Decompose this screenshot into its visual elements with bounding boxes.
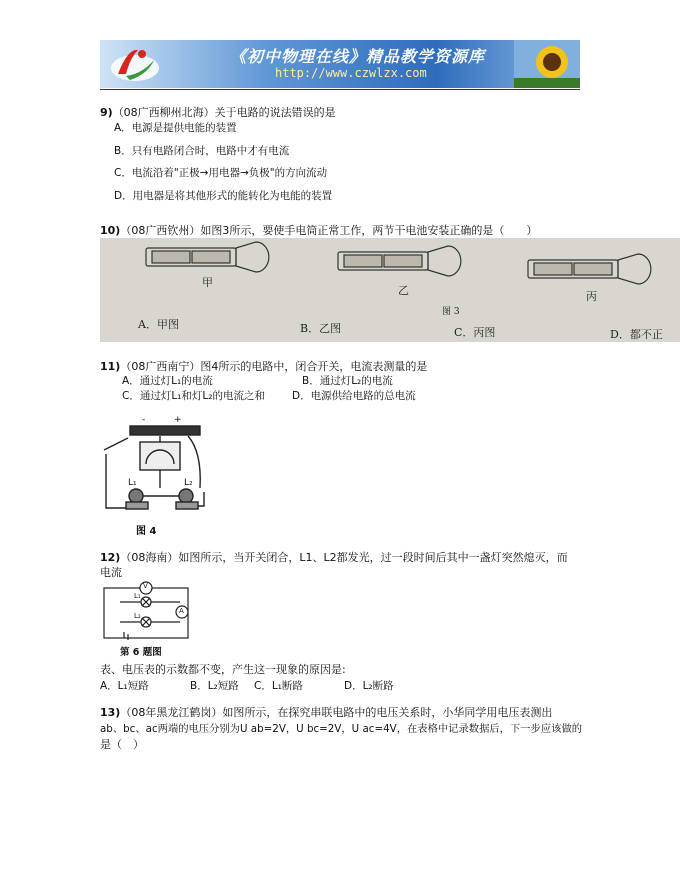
question-11-stem [100,358,427,374]
banner-divider [100,89,580,90]
question-12-option-c: C．L₁断路 [254,680,303,692]
figure-3-caption: 图 3 [442,307,460,317]
question-11-number: 11) [100,360,121,373]
question-11-text: （08广西南宁）图4所示的电路中，闭合开关，电流表测量的是 [120,360,428,373]
site-banner [100,40,580,88]
question-10-number: 10) [100,224,121,237]
question-9-text: （08广西柳州北海）关于电路的说法错误的是 [112,106,336,119]
question-9-option-c: C．电流沿着"正极→用电器→负极"的方向流动 [114,167,328,179]
question-13-number: 13) [100,706,121,719]
circuit-figure-4 [100,412,212,538]
banner-title: 《初中物理在线》精品教学资源库 [230,47,486,66]
circuit-4-l2-label: L₂ [184,478,193,488]
question-12-stem-line3: 表、电压表的示数都不变，产生这一现象的原因是: [100,663,346,676]
question-10-option-c: C．丙图 [454,326,496,339]
question-12-option-b: B．L₂短路 [190,680,239,692]
question-10-stem [100,222,537,238]
question-11-option-a: A．通过灯L₁的电流 [122,375,213,387]
circuit-4-minus-label: - [142,415,146,425]
question-10-option-d: D．都不正 [610,328,663,341]
circuit-6-l2-label: L₂ [134,612,141,620]
site-logo-icon [108,44,162,84]
question-9-option-b: B．只有电路闭合时，电路中才有电流 [114,145,290,157]
circuit-4-plus-label: + [174,415,182,425]
question-11-option-c: C．通过灯L₁和灯L₂的电流之和 [122,390,265,402]
question-9-option-d: D．用电器是将其他形式的能转化为电能的装置 [114,190,333,202]
figure-label-bing: 丙 [586,290,597,303]
question-9-stem [100,104,336,120]
banner-url: http://www.czwlzx.com [275,66,427,80]
question-13-stem-line2: ab、bc、ac两端的电压分别为U ab=2V，U bc=2V，U ac=4V，在表格中记录数据后，下一步应该做的 [100,723,583,735]
sunflower-icon [514,40,580,88]
question-12-stem-line2: 电流 [100,566,122,579]
question-13-text: （08年黑龙江鹤岗）如图所示，在探究串联电路中的电压关系时，小华同学用电压表测出 [120,706,553,719]
question-12-stem-line1 [100,549,568,565]
question-12-option-a: A．L₁短路 [100,680,149,692]
question-10-option-b: B．乙图 [300,322,342,335]
figure-6-caption: 第 6 题图 [120,647,162,658]
question-13-stem-line3: 是（ ） [100,738,144,751]
circuit-6-ammeter-label: A [179,607,184,615]
circuit-figure-6 [100,578,192,658]
figure-4-caption: 图 4 [136,526,157,537]
figure-label-jia: 甲 [202,276,213,289]
question-9-option-a: A．电源是提供电能的装置 [114,122,237,134]
flashlight-figure [100,238,680,342]
question-12-text: （08海南）如图所示，当开关闭合，L1、L2都发光，过一段时间后其中一盏灯突然熄灭，而 [120,551,568,564]
circuit-4-l1-label: L₁ [128,478,137,488]
question-9-number: 9) [100,106,113,119]
question-13-stem-line1 [100,704,552,720]
question-11-option-b: B．通过灯L₂的电流 [302,375,393,387]
question-10-text: （08广西钦州）如图3所示，要使手电筒正常工作，两节干电池安装正确的是（ ） [120,224,538,237]
question-11-option-d: D．电源供给电路的总电流 [292,390,416,402]
circuit-4-drawing [100,412,212,538]
question-12-option-d: D．L₂断路 [344,680,394,692]
figure-label-yi: 乙 [398,284,409,297]
question-10-option-a: A．甲图 [138,318,179,331]
circuit-6-voltmeter-label: V [143,582,148,590]
circuit-6-l1-label: L₁ [134,592,141,600]
question-12-number: 12) [100,551,121,564]
